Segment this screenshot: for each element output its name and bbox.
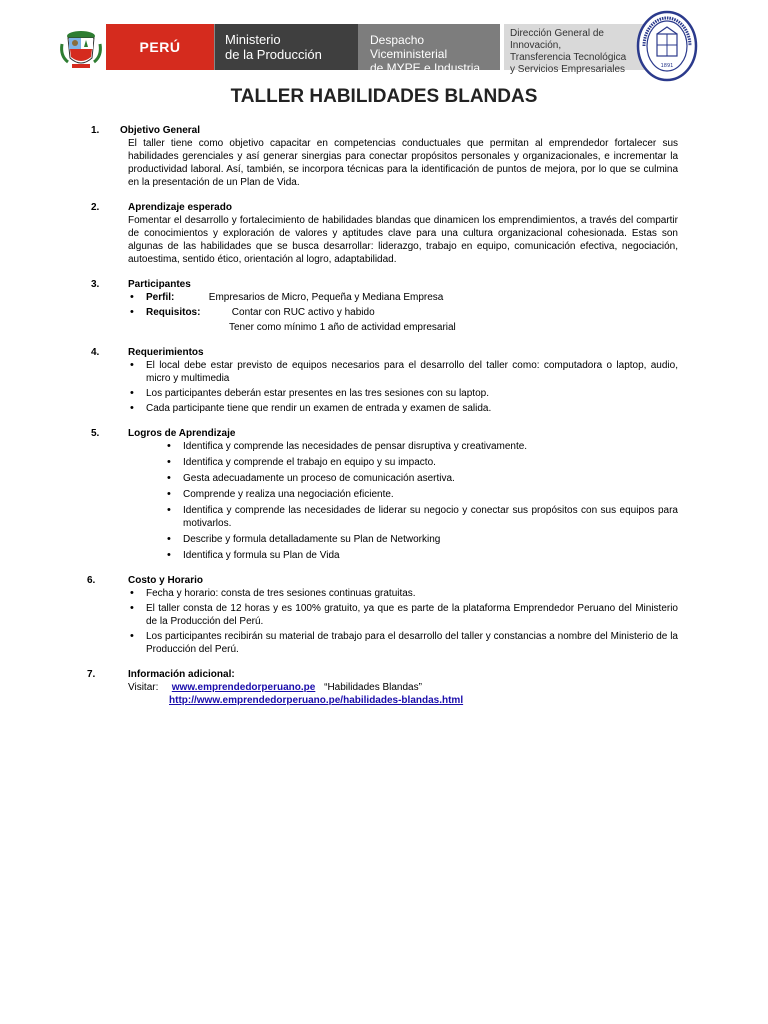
section-title: Información adicional:	[128, 669, 235, 680]
direccion-line3: y Servicios Empresariales	[510, 64, 626, 75]
section-number: 1.	[91, 125, 100, 136]
section-number: 3.	[91, 279, 100, 290]
list-item: • Identifica y comprende el trabajo en equipo y su impacto.	[165, 456, 678, 469]
section-participantes	[0, 278, 768, 334]
direccion-line2: Transferencia Tecnológica	[510, 52, 627, 63]
direccion-label	[504, 24, 650, 75]
section-requerimientos	[0, 346, 768, 415]
list-item: • Los participantes recibirán su material de trabajo para el desarrollo del taller y constancias a nombre del Ministerio de la Producción del Perú.	[128, 630, 678, 656]
section-title: Requerimientos	[128, 347, 204, 358]
section-objetivo	[0, 124, 768, 189]
section-logros	[0, 427, 768, 562]
document-body	[0, 124, 768, 719]
requerimientos-list	[128, 359, 678, 415]
list-item: • Identifica y comprende las necesidades de pensar disruptiva y creativamente.	[165, 440, 678, 453]
ministerio-label	[214, 24, 358, 70]
list-item: • Los participantes deberán estar presentes en las tres sesiones con su laptop.	[128, 387, 678, 400]
seal-year: 1891	[660, 63, 674, 69]
perfil-label: Perfil:	[146, 292, 175, 303]
direccion-line1: Dirección General de Innovación,	[510, 28, 604, 51]
section-number: 5.	[91, 428, 100, 439]
requisito-2: Tener como mínimo 1 año de actividad empresarial	[229, 322, 456, 333]
despacho-label	[358, 24, 500, 75]
section-text: Fomentar el desarrollo y fortalecimiento de habilidades blandas que dinamicen los emprendimientos, a través del compartir de conocimientos y exploración de valores y aptitudes clave para una cultura organizacional cohesionada. Estas son algunas de las habilidades que se busca desarrollar: liderazgo, trabajo en equipo, comunicación efectiva, negociación, autoestima, sentido ético, orientación al logro, adaptabilidad.	[128, 215, 678, 265]
header-banner	[58, 24, 627, 75]
list-item: • Fecha y horario: consta de tres sesiones continuas gratuitas.	[128, 587, 678, 600]
visitar-label: Visitar:	[128, 682, 159, 693]
list-item	[128, 306, 678, 319]
logros-list	[165, 440, 678, 562]
costo-list	[128, 587, 678, 656]
list-item: • Comprende y realiza una negociación eficiente.	[165, 488, 678, 501]
list-item: • Cada participante tiene que rendir un examen de entrada y examen de salida.	[128, 402, 678, 415]
ministerio-line2: de la Producción	[225, 47, 322, 62]
section-informacion	[0, 668, 768, 707]
list-item: • El local debe estar previsto de equipos necesarios para el desarrollo del taller como: computadora o laptop, audio, micro y multimedia	[128, 359, 678, 385]
section-title: Objetivo General	[120, 125, 201, 136]
section-aprendizaje	[0, 201, 768, 266]
page-title: TALLER HABILIDADES BLANDAS	[230, 86, 538, 107]
list-item	[128, 291, 678, 304]
camara-comercio-seal-icon	[636, 10, 698, 82]
section-number: 2.	[91, 202, 100, 213]
list-item: • Identifica y comprende las necesidades de liderar su negocio y conectar sus propósitos con sus equipos para motivarlos.	[165, 504, 678, 530]
peru-logo-text: PERÚ	[106, 24, 214, 70]
section-number: 4.	[91, 347, 100, 358]
requisito-1: Contar con RUC activo y habido	[231, 307, 375, 318]
perfil-value: Empresarios de Micro, Pequeña y Mediana Empresa	[208, 292, 444, 303]
list-item: • Describe y formula detalladamente su Plan de Networking	[165, 533, 678, 546]
section-title: Logros de Aprendizaje	[128, 428, 236, 439]
emprendedor-link[interactable]: www.emprendedorperuano.pe	[171, 682, 316, 693]
section-title: Participantes	[128, 279, 191, 290]
url-row	[169, 694, 768, 707]
section-title: Aprendizaje esperado	[128, 202, 232, 213]
peru-coat-of-arms-icon	[58, 24, 104, 70]
list-item: • Gesta adecuadamente un proceso de comunicación asertiva.	[165, 472, 678, 485]
habilidades-blandas-link[interactable]: http://www.emprendedorperuano.pe/habilidades-blandas.html	[169, 695, 464, 706]
requisitos-label: Requisitos:	[146, 307, 201, 318]
section-number: 7.	[87, 669, 96, 680]
ministerio-line1: Ministerio	[225, 32, 281, 47]
section-title: Costo y Horario	[128, 575, 204, 586]
despacho-line1: Despacho Viceministerial	[370, 33, 448, 61]
link-note: “Habilidades Blandas”	[324, 682, 422, 693]
list-item: • El taller consta de 12 horas y es 100% gratuito, ya que es parte de la plataforma Emprendedor Peruano del Ministerio de la Producción del Perú.	[128, 602, 678, 628]
list-item: • Identifica y formula su Plan de Vida	[165, 549, 678, 562]
despacho-line2: de MYPE e Industria	[370, 61, 481, 75]
participantes-list	[128, 291, 678, 319]
visitar-row	[128, 681, 768, 694]
section-text: El taller tiene como objetivo capacitar en competencias conductuales que permitan al emprendedor fortalecer sus habilidades gerenciales y así generar sinergias para conectar propósitos personales y organizacionales, e incrementar la productividad laboral. Así, también, se incorpora técnicas para la identificación de puntos de mejora, por lo que se culmina en la presentación de un Plan de Vida.	[128, 138, 678, 188]
section-number: 6.	[87, 575, 96, 586]
section-costo	[0, 574, 768, 656]
